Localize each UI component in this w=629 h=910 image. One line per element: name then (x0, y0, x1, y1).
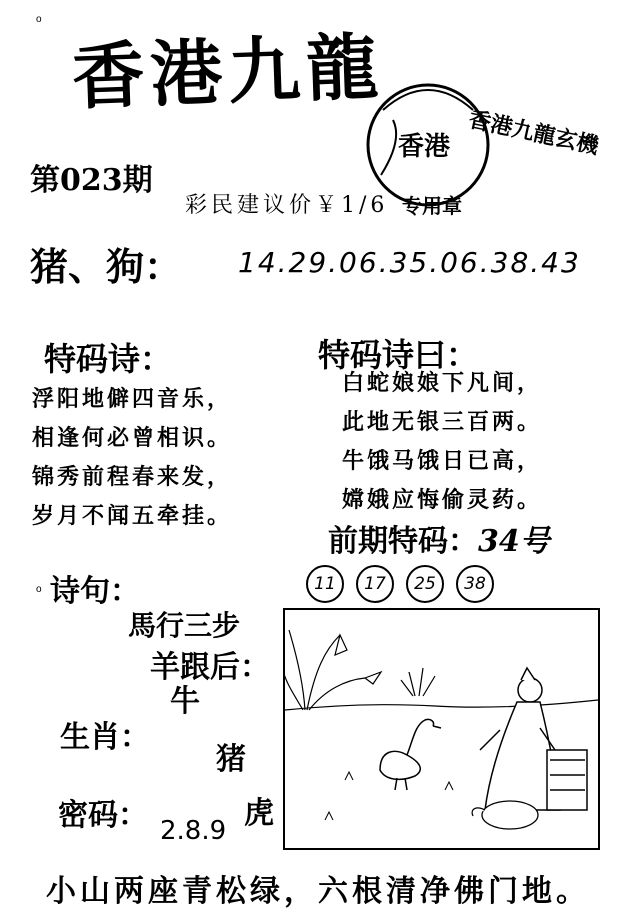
zodiac-label: 猪、狗： (30, 244, 183, 289)
poem-line: 相逢何必曾相识。 (32, 425, 233, 451)
goose-icon (472, 801, 538, 829)
scholar-icon (480, 668, 587, 810)
poem-line: 此地无银三百两。 (342, 409, 543, 435)
issue-number: 第023期 (30, 163, 153, 198)
mima-value: 2.8.9 (160, 816, 227, 846)
section-marker: o (36, 584, 42, 595)
plant-icon (285, 630, 381, 710)
stamp-center-text: 香港 (398, 132, 451, 162)
poem-line: 牛饿马饿日已高， (342, 448, 543, 474)
mima-label: 密码： (58, 798, 148, 833)
poem-left-heading: 特码诗： (44, 340, 173, 378)
corner-marker: o (36, 14, 42, 25)
previous-value: 34号 (478, 524, 550, 559)
poem-left (32, 380, 232, 536)
mima-extra: 虎 (244, 796, 274, 831)
shengxiao-value-2: 猪 (216, 742, 246, 777)
number-ball: 38 (456, 565, 494, 603)
number-ball: 11 (306, 565, 344, 603)
number-ball: 17 (356, 565, 394, 603)
shengxiao-label: 生肖： (60, 720, 150, 755)
shengxiao-value-1: 牛 (170, 684, 200, 719)
bottom-verse: 小山两座青松绿，六根清净佛门地。 (46, 874, 590, 909)
grass-icon (401, 668, 435, 696)
verse-line-2: 羊跟后： (150, 650, 270, 685)
poem-line: 白蛇娘娘下凡间， (342, 370, 543, 396)
previous-label: 前期特码： (328, 524, 478, 559)
poem-line: 浮阳地僻四音乐， (32, 386, 233, 412)
verse-label: 诗句： (50, 574, 140, 609)
page-title: 香港九龍 (70, 23, 386, 120)
scholar-goose-illustration (285, 610, 598, 848)
zodiac-numbers: 14.29.06.35.06.38.43 (238, 246, 581, 279)
poem-right-heading: 特码诗曰： (318, 336, 479, 374)
number-ball: 25 (406, 565, 444, 603)
goose-icon (380, 719, 441, 790)
poem-line: 嫦娥应悔偷灵药。 (342, 487, 543, 513)
stamp-bottom-text: 专用章 (402, 194, 462, 218)
illustration-frame (283, 608, 600, 850)
stamp-ring-text: 香港九龍玄機 (466, 106, 601, 160)
verse-line-1: 馬行三步 (128, 609, 241, 642)
number-balls (306, 565, 494, 603)
previous-special-number (328, 516, 550, 560)
poem-right (342, 364, 542, 520)
poem-line: 锦秀前程春来发， (32, 464, 233, 490)
suggested-price: 彩民建议价￥1/6 (185, 193, 389, 218)
poem-line: 岁月不闻五牵挂。 (32, 503, 233, 529)
